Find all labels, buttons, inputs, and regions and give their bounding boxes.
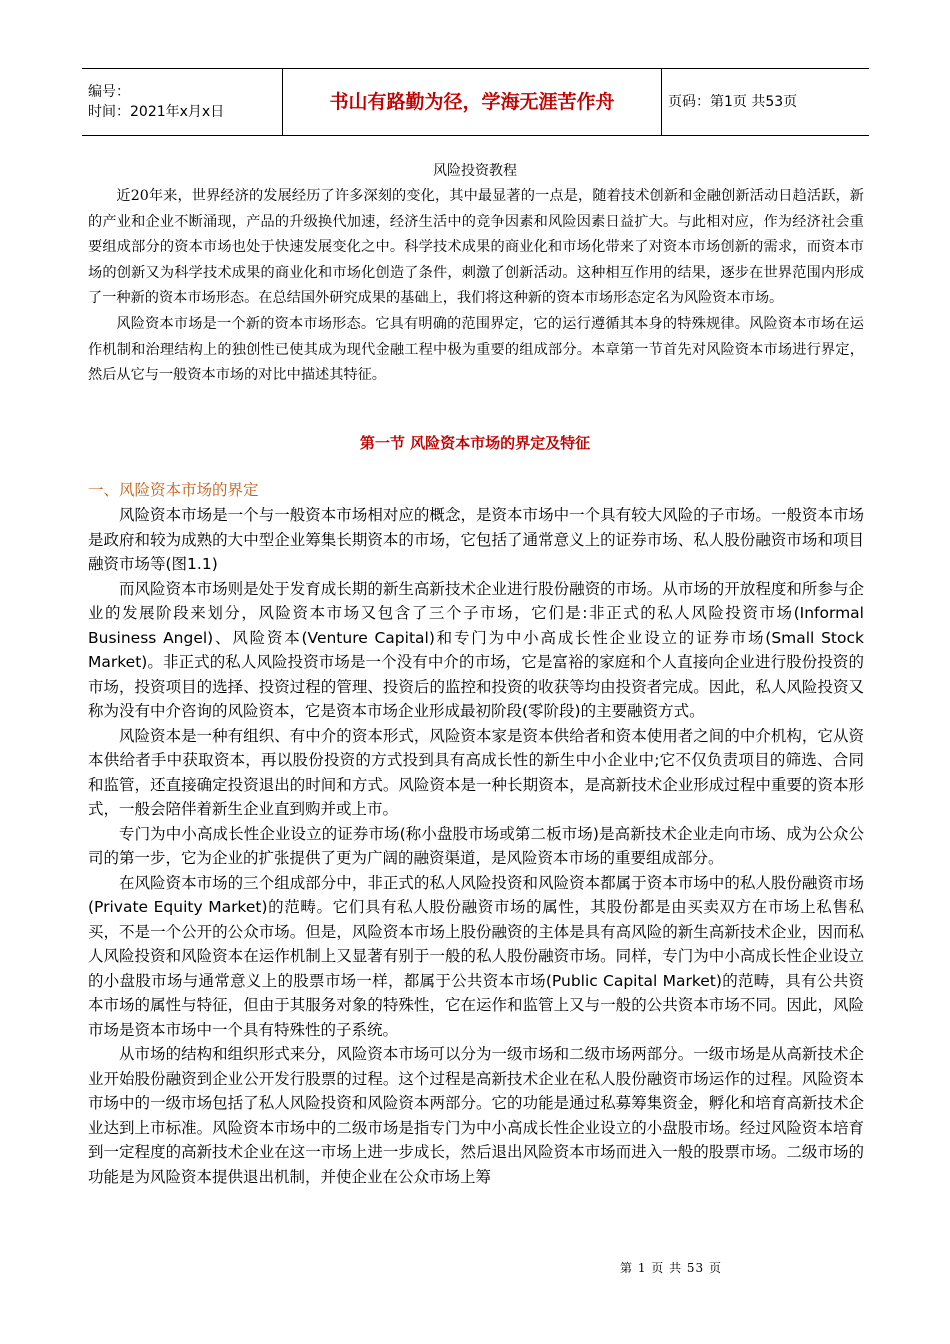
subsection-title: 一、风险资本市场的界定	[88, 481, 259, 499]
document-title: 风险投资教程	[433, 163, 517, 179]
header-table	[82, 68, 869, 136]
page-footer: 第 1 页 共 53 页	[620, 1261, 722, 1275]
body-paragraph: 从市场的结构和组织形式来分，风险资本市场可以分为一级市场和二级市场两部分。一级市场是从高新技术企业开始股份融资到企业公开发行股票的过程。这个过程是高新技术企业在私人股份融资市场运作的过程。风险资本市场中的一级市场包括了私人风险投资和风险资本两部分。它的功能是通过私募筹集资金，孵化和培育高新技术企业达到上市标准。风险资本市场中的二级市场是指专门为中小高成长性企业设立的小盘股市场。经过风险资本培育到一定程度的高新技术企业在这一市场上进一步成长，然后退出风险资本市场而进入一般的股票市场。二级市场的功能是为风险资本提供退出机制，并使企业在公众市场上筹	[88, 1045, 864, 1186]
header-motto: 书山有路勤为径，学海无涯苦作舟	[283, 69, 662, 136]
body-paragraph: 而风险资本市场则是处于发育成长期的新生高新技术企业进行股份融资的市场。从市场的开放程度和所参与企业的发展阶段来划分，风险资本市场又包含了三个子市场，它们是:非正式的私人风险投资市场(Informal Business Angel)、风险资本(Venture Capital)和专门为中小高成长性企业设立的证券市场(Small Stock Market)。非正式的私人风险投资市场是一个没有中介的市场，它是富裕的家庭和个人直接向企业进行股份投资的市场，投资项目的选择、投资过程的管理、投资后的监控和投资的收获等均由投资者完成。因此，私人风险投资又称为没有中介咨询的风险资本，它是资本市场企业形成最初阶段(零阶段)的主要融资方式。	[88, 579, 864, 720]
body-section	[88, 503, 864, 1189]
intro-section	[88, 184, 864, 389]
doc-number-label: 编号：	[88, 84, 130, 100]
body-paragraph: 在风险资本市场的三个组成部分中，非正式的私人风险投资和风险资本都属于资本市场中的私人股份融资市场(Private Equity Market)的范畴。它们具有私人股份融资市场的属性，其股份都是由买卖双方在市场上私售私买，不是一个公开的公众市场。但是，风险资本市场上股份融资的主体是具有高风险的新生高新技术企业，因而私人风险投资和风险资本在运作机制上又显著有别于一般的私人股份融资市场。同样，专门为中小高成长性企业设立的小盘股市场与通常意义上的股票市场一样，都属于公共资本市场(Public Capital Market)的范畴，具有公共资本市场的属性与特征，但由于其服务对象的特殊性，它在运作和监管上又与一般的公共资本市场不同。因此，风险市场是资本市场中一个具有特殊性的子系统。	[88, 873, 864, 1039]
doc-time-label: 时间：2021年x月x日	[88, 104, 225, 120]
section-title: 第一节 风险资本市场的界定及特征	[359, 434, 591, 452]
intro-paragraph: 近20年来，世界经济的发展经历了许多深刻的变化，其中最显著的一点是，随着技术创新和金融创新活动日趋活跃，新的产业和企业不断涌现，产品的升级换代加速，经济生活中的竞争因素和风险因素日益扩大。与此相对应，作为经济社会重要组成部分的资本市场也处于快速发展变化之中。科学技术成果的商业化和市场化带来了对资本市场创新的需求，而资本市场的创新又为科学技术成果的商业化和市场化创造了条件，刺激了创新活动。这种相互作用的结果，逐步在世界范围内形成了一种新的资本市场形态。在总结国外研究成果的基础上，我们将这种新的资本市场形态定名为风险资本市场。	[88, 188, 864, 307]
intro-paragraph: 风险资本市场是一个新的资本市场形态。它具有明确的范围界定，它的运行遵循其本身的特殊规律。风险资本市场在运作机制和治理结构上的独创性已使其成为现代金融工程中极为重要的组成部分。本章第一节首先对风险资本市场进行界定，然后从它与一般资本市场的对比中描述其特征。	[88, 315, 864, 384]
header-page-info: 页码：第1页 共53页	[662, 69, 870, 136]
body-paragraph: 专门为中小高成长性企业设立的证券市场(称小盘股市场或第二板市场)是高新技术企业走向市场、成为公众公司的第一步，它为企业的扩张提供了更为广阔的融资渠道，是风险资本市场的重要组成部分。	[88, 824, 864, 867]
body-paragraph: 风险资本是一种有组织、有中介的资本形式，风险资本家是资本供给者和资本使用者之间的中介机构，它从资本供给者手中获取资本，再以股份投资的方式投到具有高成长性的新生中小企业中;它不仅负责项目的筛选、合同和监管，还直接确定投资退出的时间和方式。风险资本是一种长期资本，是高新技术企业形成过程中重要的资本形式，一般会陪伴着新生企业直到购并或上市。	[88, 726, 864, 818]
body-paragraph: 风险资本市场是一个与一般资本市场相对应的概念，是资本市场中一个具有较大风险的子市场。一般资本市场是政府和较为成熟的大中型企业筹集长期资本的市场，它包括了通常意义上的证券市场、私人股份融资市场和项目融资市场等(图1.1)	[88, 506, 864, 573]
header-meta-cell	[82, 69, 283, 136]
